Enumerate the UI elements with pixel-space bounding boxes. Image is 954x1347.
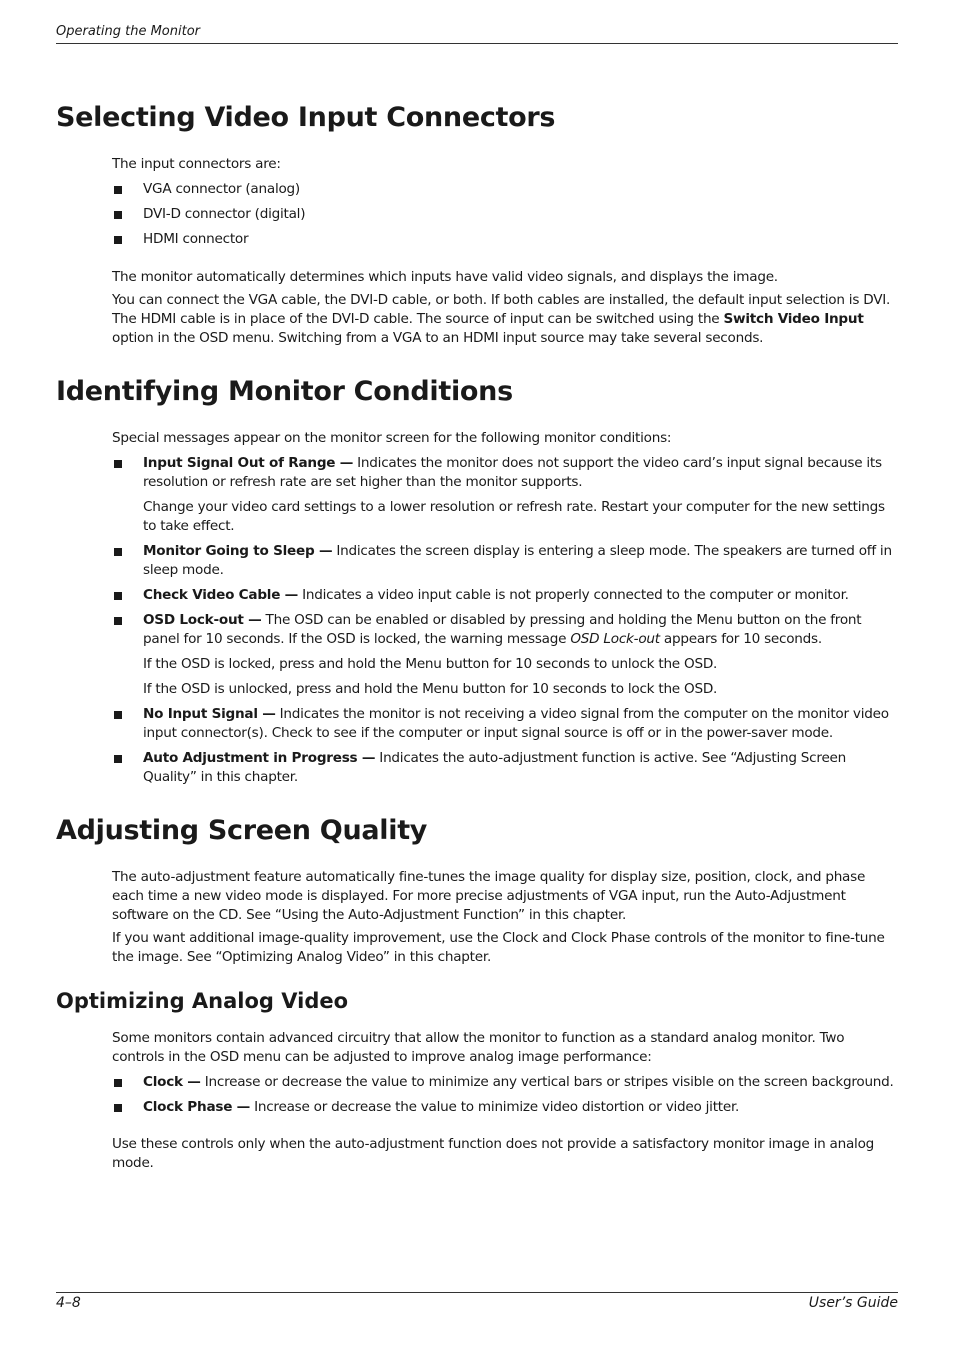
page-number: 4–8: [56, 1295, 81, 1311]
list-term: No Input Signal —: [143, 706, 276, 722]
document-title: User’s Guide: [808, 1295, 898, 1311]
warning-message: OSD Lock-out: [570, 631, 660, 647]
list-item: [112, 454, 898, 536]
list-item: [112, 586, 898, 605]
list-item: [112, 205, 898, 224]
section-body: [112, 1029, 898, 1173]
bullet-icon: [114, 186, 122, 194]
list-term: Input Signal Out of Range —: [143, 455, 354, 471]
paragraph: The input connectors are:: [112, 156, 281, 172]
list-item-text: HDMI connector: [143, 231, 249, 247]
section-body: [112, 868, 898, 967]
list-item-text: Increase or decrease the value to minimize any vertical bars or stripes visible on the screen background.: [200, 1074, 894, 1090]
list-term: Clock —: [143, 1074, 201, 1090]
section-body: [112, 429, 898, 787]
list-item-text: Indicates a video input cable is not properly connected to the computer or monitor.: [298, 587, 849, 603]
paragraph-text: option in the OSD menu. Switching from a VGA to an HDMI input source may take several seconds.: [112, 330, 764, 346]
list-item-text: Indicates the auto-adjustment function is active. See “Adjusting Screen Quality” in this chapter.: [143, 750, 847, 785]
bullet-list: [112, 1073, 898, 1117]
section-heading-adjusting-quality: Adjusting Screen Quality: [56, 815, 428, 846]
bullet-icon: [114, 592, 122, 600]
paragraph: The auto-adjustment feature automatically fine-tunes the image quality for display size, position, clock, and phase each time a new video mode is displayed. For more precise adjustments of VGA input, run the Auto-Adjustment software on the CD. See “Using the Auto-Adjustment Function” in this chapter.: [112, 869, 866, 923]
list-item: [112, 542, 898, 580]
list-item-text: VGA connector (analog): [143, 181, 300, 197]
page-content: [56, 100, 898, 1173]
subsection-heading-optimizing-analog: Optimizing Analog Video: [56, 989, 349, 1013]
sub-paragraph: If the OSD is locked, press and hold the Menu button for 10 seconds to unlock the OSD.: [143, 656, 718, 672]
bullet-icon: [114, 460, 122, 468]
bullet-list: [112, 454, 898, 787]
list-term: Check Video Cable —: [143, 587, 299, 603]
list-item: [112, 1073, 898, 1092]
bullet-icon: [114, 548, 122, 556]
list-item-text: DVI-D connector (digital): [143, 206, 306, 222]
paragraph-text: You can connect the VGA cable, the DVI-D cable, or both. If both cables are installed, the default input selection is DVI. The HDMI cable is in place of the DVI-D cable. The source of input can be switched using the: [112, 292, 891, 327]
list-item-text: Increase or decrease the value to minimize video distortion or video jitter.: [250, 1099, 740, 1115]
list-item: [112, 611, 898, 699]
running-header: Operating the Monitor: [56, 24, 201, 39]
document-page: [56, 0, 898, 1347]
paragraph: Special messages appear on the monitor screen for the following monitor conditions:: [112, 430, 672, 446]
paragraph: Some monitors contain advanced circuitry that allow the monitor to function as a standard analog monitor. Two controls in the OSD menu can be adjusted to improve analog image performance:: [112, 1030, 845, 1065]
list-item: [112, 230, 898, 249]
list-item-text: The OSD can be enabled or disabled by pressing and holding the Menu button on the front panel for 10 seconds. If the OSD is locked, the warning message: [143, 612, 862, 647]
bullet-icon: [114, 617, 122, 625]
paragraph: [112, 291, 898, 348]
paragraph: Use these controls only when the auto-adjustment function does not provide a satisfactory monitor image in analog mode.: [112, 1136, 875, 1171]
list-term: OSD Lock-out —: [143, 612, 262, 628]
sub-paragraph: Change your video card settings to a lower resolution or refresh rate. Restart your computer for the new settings to take effect.: [143, 499, 885, 534]
list-item-text: Indicates the screen display is entering a sleep mode. The speakers are turned off in sleep mode.: [143, 543, 892, 578]
list-item: [112, 180, 898, 199]
list-term: Clock Phase —: [143, 1099, 251, 1115]
list-item: [112, 1098, 898, 1117]
list-item: [112, 705, 898, 743]
footer-rule: [56, 1292, 898, 1293]
list-term: Auto Adjustment in Progress —: [143, 750, 376, 766]
list-item: [112, 749, 898, 787]
bullet-list: [112, 180, 898, 249]
header-rule: [56, 43, 898, 44]
bullet-icon: [114, 711, 122, 719]
section-body: [112, 155, 898, 348]
bullet-icon: [114, 1104, 122, 1112]
paragraph: If you want additional image-quality improvement, use the Clock and Clock Phase controls of the monitor to fine-tune the image. See “Optimizing Analog Video” in this chapter.: [112, 930, 885, 965]
section-heading-selecting-video-input: Selecting Video Input Connectors: [56, 102, 556, 133]
bullet-icon: [114, 1079, 122, 1087]
bullet-icon: [114, 236, 122, 244]
paragraph: The monitor automatically determines which inputs have valid video signals, and displays the image.: [112, 269, 778, 285]
bullet-icon: [114, 755, 122, 763]
section-heading-identifying-conditions: Identifying Monitor Conditions: [56, 376, 513, 407]
list-item-text: appears for 10 seconds.: [659, 631, 822, 647]
option-name: Switch Video Input: [723, 311, 864, 327]
list-item-text: Indicates the monitor is not receiving a video signal from the computer on the monitor video input connector(s). Check to see if the computer or input signal source is off or in the power-saver mode.: [143, 706, 889, 741]
list-term: Monitor Going to Sleep —: [143, 543, 333, 559]
sub-paragraph: If the OSD is unlocked, press and hold the Menu button for 10 seconds to lock the OSD.: [143, 681, 718, 697]
list-item-text: Indicates the monitor does not support the video card’s input signal because its resolution or refresh rate are set higher than the monitor supports.: [143, 455, 882, 490]
bullet-icon: [114, 211, 122, 219]
